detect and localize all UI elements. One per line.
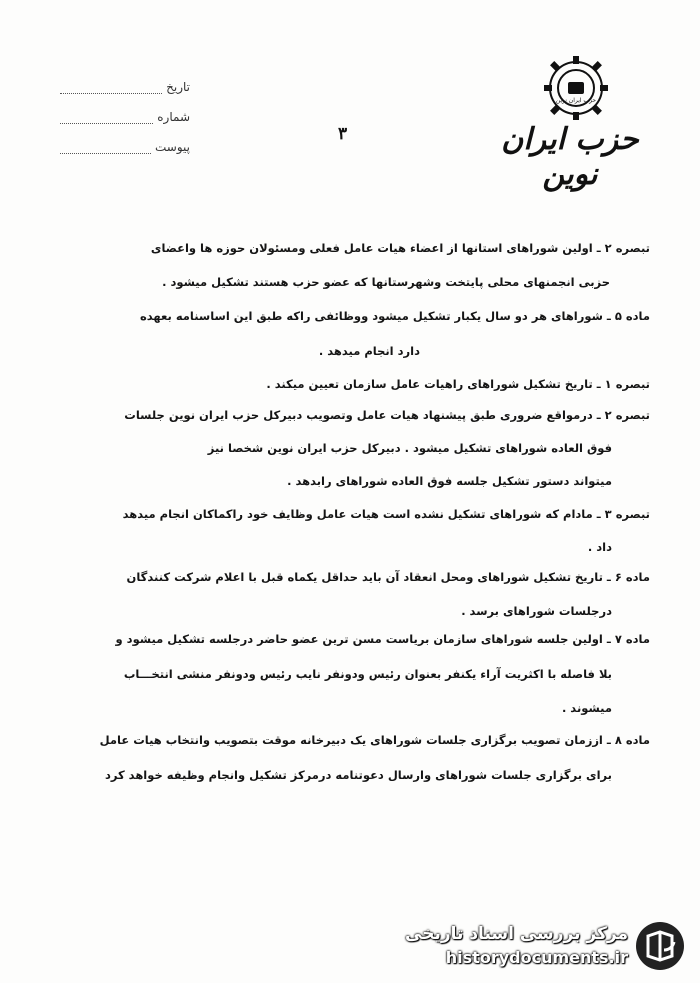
number-field [60,94,190,124]
text-line: دارد انجام میدهد . [318,344,420,358]
number-label: شماره [157,110,190,124]
text-line: ماده ۵ ـ شوراهای هر دو سال یکبار تشکیل میشود ووظائفی راکه طبق این اساسنامه بعهده [139,309,650,323]
text-line: تبصره ۲ ـ اولین شوراهای استانها از اعضاء هیات عامل فعلی ومسئولان حوزه ها واعضای [150,241,650,255]
text-line: ماده ۷ ـ اولین جلسه شوراهای سازمان بریاست مسن ترین عضو حاضر درجلسه تشکیل میشود و [115,632,650,646]
watermark-title: مرکز بررسی اسناد تاریخی [405,924,628,944]
text-line: برای برگزاری جلسات شوراهای وارسال دعوتنامه درمرکز تشکیل وانجام وظیفه خواهد کرد [104,768,612,782]
text-line: ماده ۸ ـ اززمان تصویب برگزاری جلسات شوراهای یک دبیرخانه موقت بتصویب وانتخاب هیات عامل [99,733,650,747]
logo-text: حزب ایران نوین [555,97,597,104]
text-line: تبصره ۱ ـ تاریخ تشکیل شوراهای راهیات عامل سازمان تعیین میکند . [266,377,650,391]
text-line: حزبی انجمنهای محلی پایتخت وشهرستانها که عضو حزب هستند تشکیل میشود . [162,275,610,289]
text-line: فوق العاده شوراهای تشکیل میشود . دبیرکل حزب ایران نوین شخصا نیز [207,441,612,455]
party-logo-icon [540,52,612,124]
text-line: تبصره ۳ ـ مادام که شوراهای تشکیل نشده است هیات عامل وظایف خود راکماکان انجام میدهد [122,507,650,521]
watermark [405,920,690,974]
text-line: درجلسات شوراهای برسد . [461,604,612,618]
text-line: تبصره ۲ ـ درمواقع ضروری طبق پیشنهاد هیات عامل وتصویب دبیرکل حزب ایران نوین جلسات [124,408,650,422]
text-line: ماده ۶ ـ تاریخ تشکیل شوراهای ومحل انعقاد آن باید حداقل یکماه قبل با اعلام شرکت کنندگان [126,570,650,584]
date-field [60,64,190,94]
attachment-field [60,124,190,154]
text-line: داد . [587,540,612,554]
text-line: میتواند دستور تشکیل جلسه فوق العاده شوراهای رابدهد . [287,474,612,488]
date-label: تاریخ [166,80,190,94]
document-meta-fields [60,64,190,154]
watermark-url: historydocuments.ir [445,948,628,967]
archive-logo-icon [634,920,686,972]
attachment-label: پیوست [155,140,190,154]
text-line: بلا فاصله با اکثریت آراء یکنفر بعنوان رئیس ودونفر نایب رئیس ودونفر منشی انتخـــاب [123,667,612,681]
page-number: ۳ [338,124,348,144]
text-line: میشوند . [561,701,612,715]
party-name-heading: حزب ایران نوین [501,122,639,192]
